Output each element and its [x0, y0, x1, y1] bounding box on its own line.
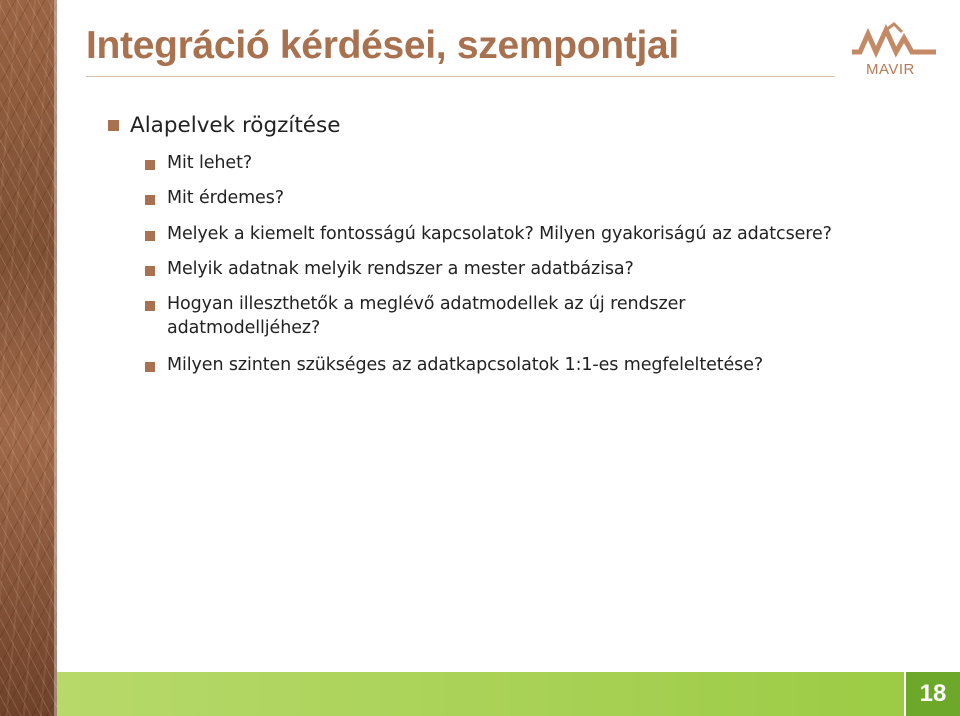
title-divider [86, 76, 835, 77]
footer-bar [57, 672, 904, 716]
mavir-logo [846, 22, 942, 80]
slide-title: Integráció kérdései, szempontjai [86, 24, 679, 67]
page-number: 18 [919, 680, 947, 707]
bullet-marker [145, 301, 155, 311]
decorative-side-strip [0, 0, 57, 716]
list-item-continuation: adatmodelljéhez? [167, 318, 321, 338]
list-item: Hogyan illeszthetők a meglévő adatmodellek az új rendszer [167, 294, 686, 314]
bullet-marker [145, 266, 155, 276]
list-item: Mit érdemes? [167, 188, 284, 208]
logo-wordmark: MAVIR [866, 61, 915, 78]
bullet-marker [145, 195, 155, 205]
bullet-marker [145, 362, 155, 372]
bullet-marker [145, 160, 155, 170]
list-item: Milyen szinten szükséges az adatkapcsolatok 1:1-es megfeleltetése? [167, 355, 764, 375]
bullet-marker [108, 120, 119, 131]
bullet-marker [145, 231, 155, 241]
list-item: Mit lehet? [167, 153, 253, 173]
page-number-box [904, 672, 960, 716]
list-item: Melyek a kiemelt fontosságú kapcsolatok? Milyen gyakoriságú az adatcsere? [167, 224, 832, 244]
list-item: Alapelvek rögzítése [130, 113, 341, 138]
mavir-logo-icon [846, 22, 942, 64]
list-item: Melyik adatnak melyik rendszer a mester adatbázisa? [167, 259, 634, 279]
